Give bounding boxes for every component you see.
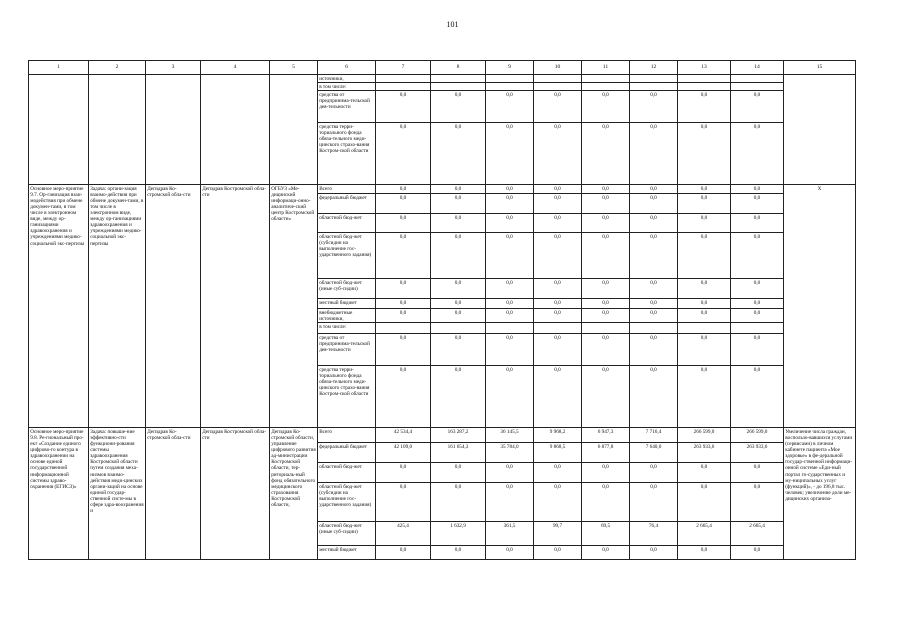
amount-cell: 0,0 (486, 334, 534, 366)
amount-cell: 0,0 (486, 309, 534, 323)
amount-cell: 0,0 (376, 194, 431, 214)
amount-cell: 0,0 (431, 123, 486, 185)
amount-cell: 1 632,9 (431, 522, 486, 546)
header-row (29, 61, 856, 75)
amount-cell: 0,0 (678, 366, 731, 428)
col-3-empty (146, 75, 201, 185)
column-number: 3 (146, 61, 201, 75)
amount-cell: 0,0 (630, 334, 678, 366)
amount-cell: 0,0 (678, 299, 731, 309)
amount-cell: 0,0 (376, 483, 431, 522)
funding-source-label: источники, (318, 75, 376, 83)
amount-cell: 0,0 (431, 279, 486, 299)
amount-cell: 0,0 (678, 123, 731, 185)
amount-cell: 0,0 (630, 185, 678, 194)
amount-cell: 0,0 (431, 366, 486, 428)
amount-cell: 2 665,4 (678, 522, 731, 546)
amount-cell: 0,0 (486, 214, 534, 233)
amount-cell: 0,0 (376, 334, 431, 366)
responsible-executor: Депздрав Ко-стромской обла-сти (146, 428, 201, 560)
amount-cell: 0,0 (486, 463, 534, 483)
measure-name: Основное меро-приятие 9.7. Ор-ганизация взаи-модействия при обмене докумен-тами, в том числе в электронном виде, между ор-ганизациями здравоохранения и учреждениями медико-социальной экс-пертизы (29, 185, 89, 428)
amount-cell: 0,0 (678, 279, 731, 299)
funding-source-label: областной бюд-жет (иные суб-сидии) (318, 522, 376, 546)
amount-cell: 0,0 (534, 214, 582, 233)
funding-source-label: в том числе: (318, 323, 376, 334)
amount-cell: 0,0 (534, 299, 582, 309)
amount-cell (731, 323, 784, 334)
amount-cell: 35 784,0 (486, 443, 534, 463)
amount-cell: 0,0 (431, 463, 486, 483)
funding-source-label: в том числе: (318, 83, 376, 91)
amount-cell: 0,0 (376, 309, 431, 323)
amount-cell: 0,0 (431, 299, 486, 309)
amount-cell: 0,0 (630, 233, 678, 279)
amount-cell: 0,0 (486, 546, 534, 560)
amount-cell: 0,0 (582, 214, 630, 233)
amount-cell: 163 287,2 (431, 428, 486, 443)
funding-source-label: местный бюджет (318, 546, 376, 560)
coexecutor: Депздрав Костромской обла-сти (201, 428, 270, 560)
amount-cell (486, 75, 534, 83)
funding-source-label: внебюджетные источники, (318, 309, 376, 323)
amount-cell: 0,0 (678, 91, 731, 123)
amount-cell: 0,0 (376, 279, 431, 299)
task-description: Задача: органи-зация взаимо-действия при обмене докумен-тами, в том числе в электронном виде, между ор-ганизациями здравоохранения и учреждениями медико-социальной экс-пертизы (89, 185, 146, 428)
amount-cell: 2 665,4 (731, 522, 784, 546)
amount-cell (534, 83, 582, 91)
amount-cell (486, 323, 534, 334)
amount-cell: 0,0 (534, 546, 582, 560)
amount-cell: 361,5 (486, 522, 534, 546)
amount-cell: 0,0 (486, 91, 534, 123)
col-2-empty (89, 75, 146, 185)
amount-cell: 0,0 (630, 299, 678, 309)
funding-source-label: областной бюд-жет (318, 214, 376, 233)
amount-cell: 0,0 (376, 463, 431, 483)
amount-cell: 0,0 (582, 309, 630, 323)
funding-source-label: средства от предпринима-тельской дея-тельности (318, 334, 376, 366)
amount-cell: 0,0 (486, 299, 534, 309)
amount-cell: 0,0 (534, 483, 582, 522)
amount-cell: 0,0 (431, 334, 486, 366)
amount-cell: 266 599,0 (731, 428, 784, 443)
amount-cell: 0,0 (486, 233, 534, 279)
amount-cell: 0,0 (534, 309, 582, 323)
task-description: Задача: повыше-ние эффективно-сти функциони-рования системы здравоохранения Костромской области путем создания меха-низмов взаимо-действия меди-цинских органи-заций на основе единой государ-ственной систе-мы в сфере здра-воохранения и (89, 428, 146, 560)
amount-cell: 0,0 (534, 233, 582, 279)
amount-cell: 0,0 (678, 483, 731, 522)
column-number: 7 (376, 61, 431, 75)
amount-cell: 0,0 (486, 194, 534, 214)
amount-cell: 0,0 (630, 214, 678, 233)
amount-cell: 0,0 (630, 194, 678, 214)
amount-cell: 0,0 (731, 463, 784, 483)
amount-cell (731, 83, 784, 91)
amount-cell: 0,0 (582, 546, 630, 560)
amount-cell: 0,0 (431, 185, 486, 194)
amount-cell: 0,0 (534, 279, 582, 299)
funding-source-label: Всего (318, 185, 376, 194)
amount-cell: 42 534,4 (376, 428, 431, 443)
amount-cell: 0,0 (486, 123, 534, 185)
amount-cell: 0,0 (678, 185, 731, 194)
amount-cell (582, 83, 630, 91)
column-number: 9 (486, 61, 534, 75)
amount-cell: 0,0 (582, 233, 630, 279)
amount-cell: 0,0 (376, 214, 431, 233)
amount-cell: 0,0 (376, 546, 431, 560)
amount-cell: 0,0 (582, 334, 630, 366)
amount-cell: 0,0 (630, 91, 678, 123)
expected-result: Х (784, 185, 856, 428)
amount-cell: 0,0 (431, 483, 486, 522)
amount-cell (431, 75, 486, 83)
amount-cell (486, 83, 534, 91)
amount-cell (534, 75, 582, 83)
amount-cell: 0,0 (731, 194, 784, 214)
amount-cell: 0,0 (630, 123, 678, 185)
amount-cell: 0,0 (431, 91, 486, 123)
funding-source-label: Всего (318, 428, 376, 443)
amount-cell: 0,0 (431, 546, 486, 560)
amount-cell: 76,4 (630, 522, 678, 546)
column-number: 4 (201, 61, 270, 75)
amount-cell (376, 83, 431, 91)
amount-cell: 0,0 (630, 279, 678, 299)
amount-cell: 0,0 (731, 366, 784, 428)
column-number: 6 (318, 61, 376, 75)
amount-cell: 0,0 (534, 366, 582, 428)
amount-cell: 0,0 (582, 91, 630, 123)
amount-cell: 263 933,6 (678, 443, 731, 463)
amount-cell: 7 640,0 (630, 443, 678, 463)
amount-cell: 0,0 (678, 233, 731, 279)
column-number: 11 (582, 61, 630, 75)
amount-cell: 0,0 (376, 233, 431, 279)
amount-cell: 0,0 (731, 299, 784, 309)
amount-cell (630, 323, 678, 334)
col-4-empty (201, 75, 270, 185)
amount-cell (376, 75, 431, 83)
amount-cell (731, 75, 784, 83)
amount-cell (678, 323, 731, 334)
amount-cell: 0,0 (731, 546, 784, 560)
amount-cell: 0,0 (678, 214, 731, 233)
page-number: 101 (446, 20, 459, 29)
column-number: 10 (534, 61, 582, 75)
amount-cell: 9 968,2 (534, 428, 582, 443)
amount-cell: 0,0 (731, 91, 784, 123)
amount-cell: 0,0 (731, 309, 784, 323)
amount-cell: 0,0 (731, 233, 784, 279)
funding-source-label: средства терри-ториального фонда обяза-тельного меди-цинского страхо-вания Костром-ской области (318, 123, 376, 185)
amount-cell: 0,0 (678, 463, 731, 483)
amount-cell: 0,0 (376, 123, 431, 185)
amount-cell: 0,0 (376, 299, 431, 309)
amount-cell (630, 75, 678, 83)
amount-cell: 6 947,3 (582, 428, 630, 443)
amount-cell: 0,0 (534, 91, 582, 123)
amount-cell: 0,0 (731, 214, 784, 233)
amount-cell: 0,0 (630, 309, 678, 323)
column-number: 8 (431, 61, 486, 75)
amount-cell: 0,0 (582, 299, 630, 309)
participant: ОГБУЗ «Ме-дицинский информаци-онно-аналитиче-ский центр Костромской области» (270, 185, 318, 428)
column-number: 2 (89, 61, 146, 75)
amount-cell: 0,0 (582, 463, 630, 483)
amount-cell: 69,5 (582, 522, 630, 546)
amount-cell: 0,0 (678, 334, 731, 366)
amount-cell: 0,0 (582, 185, 630, 194)
amount-cell: 0,0 (630, 546, 678, 560)
col-15-empty (784, 75, 856, 185)
budget-table (28, 60, 856, 560)
measure-name: Основное меро-приятие 9.8. Ре-гиональный про-ект «Создание единого цифрово-го контура в здравоохранении на основе единой государственной информационной системы здраво-охранения (ЕГИСЗ)» (29, 428, 89, 560)
amount-cell: 0,0 (582, 194, 630, 214)
amount-cell: 0,0 (486, 366, 534, 428)
amount-cell: 0,0 (731, 279, 784, 299)
amount-cell: 425,4 (376, 522, 431, 546)
amount-cell: 0,0 (534, 123, 582, 185)
column-number: 14 (731, 61, 784, 75)
amount-cell: 0,0 (582, 123, 630, 185)
budget-table-sheet (28, 60, 855, 565)
amount-cell: 0,0 (678, 194, 731, 214)
amount-cell (678, 75, 731, 83)
amount-cell (431, 83, 486, 91)
amount-cell: 0,0 (731, 185, 784, 194)
funding-source-label: областной бюд-жет (субсидии на выполнение гос-ударственного задания) (318, 233, 376, 279)
column-number: 13 (678, 61, 731, 75)
column-number: 1 (29, 61, 89, 75)
funding-source-label: средства терри-ториального фонда обяза-тельного меди-цинского страхо-вания Костром-ской области (318, 366, 376, 428)
amount-cell: 0,0 (630, 483, 678, 522)
amount-cell (630, 83, 678, 91)
amount-cell: 0,0 (534, 334, 582, 366)
amount-cell: 0,0 (534, 194, 582, 214)
amount-cell: 99,7 (534, 522, 582, 546)
coexecutor: Депздрав Костромской обла-сти (201, 185, 270, 428)
column-number: 12 (630, 61, 678, 75)
table-row (29, 428, 856, 443)
amount-cell: 0,0 (431, 309, 486, 323)
amount-cell: 0,0 (582, 366, 630, 428)
amount-cell: 0,0 (630, 463, 678, 483)
amount-cell (376, 323, 431, 334)
amount-cell: 36 145,5 (486, 428, 534, 443)
amount-cell: 0,0 (582, 279, 630, 299)
amount-cell: 42 109,0 (376, 443, 431, 463)
column-number: 5 (270, 61, 318, 75)
expected-result: Увеличение числа граждан, воспользо-вавшихся услугами (сервисами) в личном кабинете пациента «Мое здоровье» в фе-деральной государ-ственной информаци-онной системе «Еди-ный портал го-сударственных и му-ниципальных услуг (функций)», - до 196,8 тыс. человек; увеличение доли ме-дицинских организа- (784, 428, 856, 560)
amount-cell: 0,0 (582, 483, 630, 522)
participant: Депздрав Ко-стромской области, управление цифрового развития ад-министрации Костромской области, тер-риториаль-ный фонд обязательного медицинского страхования Костромской области, (270, 428, 318, 560)
amount-cell: 0,0 (486, 185, 534, 194)
amount-cell: 0,0 (486, 483, 534, 522)
amount-cell (534, 323, 582, 334)
amount-cell: 0,0 (731, 483, 784, 522)
amount-cell: 0,0 (431, 233, 486, 279)
amount-cell (582, 323, 630, 334)
amount-cell (431, 323, 486, 334)
amount-cell: 0,0 (431, 214, 486, 233)
amount-cell (582, 75, 630, 83)
amount-cell: 266 599,0 (678, 428, 731, 443)
amount-cell (678, 83, 731, 91)
amount-cell: 0,0 (376, 185, 431, 194)
table-row (29, 185, 856, 194)
funding-source-label: средства от предпринима-тельской дея-тельности (318, 91, 376, 123)
funding-source-label: федеральный бюджет (318, 443, 376, 463)
amount-cell: 263 933,6 (731, 443, 784, 463)
responsible-executor: Депздрав Ко-стромской обла-сти (146, 185, 201, 428)
amount-cell: 0,0 (731, 334, 784, 366)
amount-cell: 0,0 (431, 194, 486, 214)
funding-source-label: местный бюджет (318, 299, 376, 309)
amount-cell: 0,0 (534, 463, 582, 483)
amount-cell: 7 716,4 (630, 428, 678, 443)
amount-cell: 0,0 (376, 91, 431, 123)
amount-cell: 0,0 (486, 279, 534, 299)
amount-cell: 0,0 (678, 546, 731, 560)
amount-cell: 0,0 (678, 309, 731, 323)
amount-cell: 0,0 (731, 123, 784, 185)
amount-cell: 161 654,3 (431, 443, 486, 463)
amount-cell: 0,0 (534, 185, 582, 194)
col-5-empty (270, 75, 318, 185)
amount-cell: 0,0 (376, 366, 431, 428)
funding-source-label: федеральный бюджет (318, 194, 376, 214)
amount-cell: 0,0 (630, 366, 678, 428)
column-number: 15 (784, 61, 856, 75)
funding-source-label: областной бюд-жет (иные суб-сидии) (318, 279, 376, 299)
table-row (29, 75, 856, 83)
amount-cell: 6 877,8 (582, 443, 630, 463)
funding-source-label: областной бюд-жет (субсидии на выполнение гос-ударственного задания) (318, 483, 376, 522)
amount-cell: 9 868,5 (534, 443, 582, 463)
col-1-empty (29, 75, 89, 185)
funding-source-label: областной бюд-жет (318, 463, 376, 483)
